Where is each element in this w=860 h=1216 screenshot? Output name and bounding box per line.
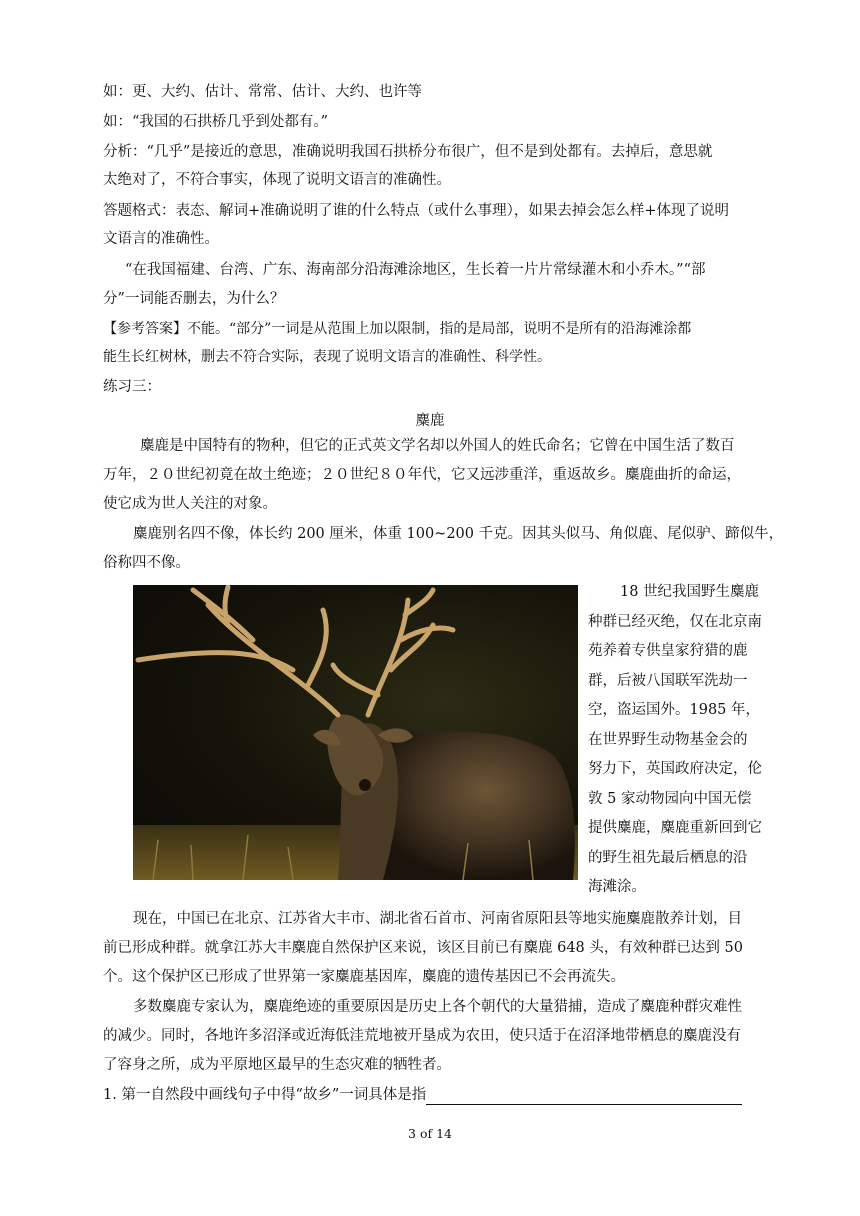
- exercise-three-heading: 练习三：: [103, 379, 161, 395]
- side-line: 海滩涂。: [588, 879, 646, 895]
- paragraph-5-line-1: 多数麋鹿专家认为，麋鹿绝迹的重要原因是历史上各个朝代的大量猎捕，造成了麋鹿种群灾难性: [133, 999, 742, 1015]
- side-line: 在世界野生动物基金会的: [588, 731, 748, 748]
- paragraph-4-line-3: 个。这个保护区已形成了世界第一家麋鹿基因库，麋鹿的遗传基因已不会再流失。: [103, 969, 625, 985]
- side-line: 敦 5 家动物园向中国无偿: [588, 790, 752, 807]
- question-1: [103, 1085, 742, 1105]
- paragraph-1-line-2: 万年，２０世纪初竟在故土绝迹；２０世纪８０年代，它又远涉重洋，重返故乡。麋鹿曲折的命运，: [103, 467, 741, 483]
- elk-illustration: [133, 585, 578, 880]
- paragraph-1-line-1: 麋鹿是中国特有的物种，但它的正式英文学名却以外国人的姓氏命名；它曾在中国生活了数百: [140, 438, 735, 454]
- side-line: 提供麋鹿，麋鹿重新回到它: [588, 820, 762, 836]
- example-words-line: 如：更、大约、估计、常常、估计、大约、也许等: [103, 84, 422, 100]
- analysis-line-2: 太绝对了，不符合事实，体现了说明文语言的准确性。: [103, 172, 451, 188]
- question-line-2: 分”一词能否删去，为什么？: [103, 291, 285, 307]
- side-paragraph: [588, 578, 770, 903]
- analysis-line-1: 分析：“几乎”是接近的意思，准确说明我国石拱桥分布很广，但不是到处都有。去掉后，意思就: [103, 144, 713, 160]
- paragraph-4-line-2: 前已形成种群。就拿江苏大丰麋鹿自然保护区来说，该区目前已有麋鹿 648 头，有效种群已达到 50: [103, 940, 743, 956]
- answer-blank[interactable]: [426, 1088, 742, 1105]
- side-line: 空，盗运国外。1985 年，: [588, 702, 761, 718]
- side-line: 群，后被八国联军洗劫一: [588, 672, 748, 689]
- article-title: 麋鹿: [415, 413, 445, 429]
- answer-format-line-1: 答题格式：表态、解词+准确说明了谁的什么特点（或什么事理），如果去掉会怎么样+体现了说明: [103, 203, 730, 219]
- reference-answer-line-1: 【参考答案】不能。“部分”一词是从范围上加以限制，指的是局部，说明不是所有的沿海滩涂都: [103, 321, 692, 337]
- page-number: 3 of 14: [408, 1126, 452, 1141]
- paragraph-2-line-2: 俗称四不像。: [103, 555, 190, 571]
- paragraph-2-line-1: 麋鹿别名四不像，体长约 200 厘米，体重 100~200 千克。因其头似马、角似鹿、尾似驴、蹄似牛，: [133, 526, 784, 542]
- paragraph-5-line-2: 的减少。同时，各地许多沼泽或近海低洼荒地被开垦成为农田，使只适于在沼泽地带栖息的麋鹿没有: [103, 1028, 741, 1044]
- side-line: 18 世纪我国野生麋鹿: [620, 584, 760, 600]
- answer-format-line-2: 文语言的准确性。: [103, 231, 219, 247]
- paragraph-5-line-3: 了容身之所，成为平原地区最早的生态灾难的牺牲者。: [103, 1057, 451, 1073]
- side-line: 的野生祖先最后栖息的沿: [588, 849, 748, 866]
- question-1-text: 1. 第一自然段中画线句子中得“故乡”一词具体是指: [103, 1087, 427, 1103]
- question-line-1: “在我国福建、台湾、广东、海南部分沿海滩涂地区，生长着一片片常绿灌木和小乔木。”“部: [125, 262, 706, 278]
- side-line: 苑养着专供皇家狩猎的鹿: [588, 643, 748, 659]
- paragraph-1-line-3: 使它成为世人关注的对象。: [103, 496, 277, 512]
- elk-photo: [133, 585, 578, 880]
- paragraph-4-line-1: 现在，中国已在北京、江苏省大丰市、湖北省石首市、河南省原阳县等地实施麋鹿散养计划，目: [133, 911, 742, 927]
- side-line: 努力下，英国政府决定，伦: [588, 761, 762, 777]
- reference-answer-line-2: 能生长红树林，删去不符合实际，表现了说明文语言的准确性、科学性。: [103, 349, 551, 365]
- side-line: 种群已经灭绝，仅在北京南: [588, 613, 762, 630]
- example-sentence-line: 如：“我国的石拱桥几乎到处都有。”: [103, 114, 329, 130]
